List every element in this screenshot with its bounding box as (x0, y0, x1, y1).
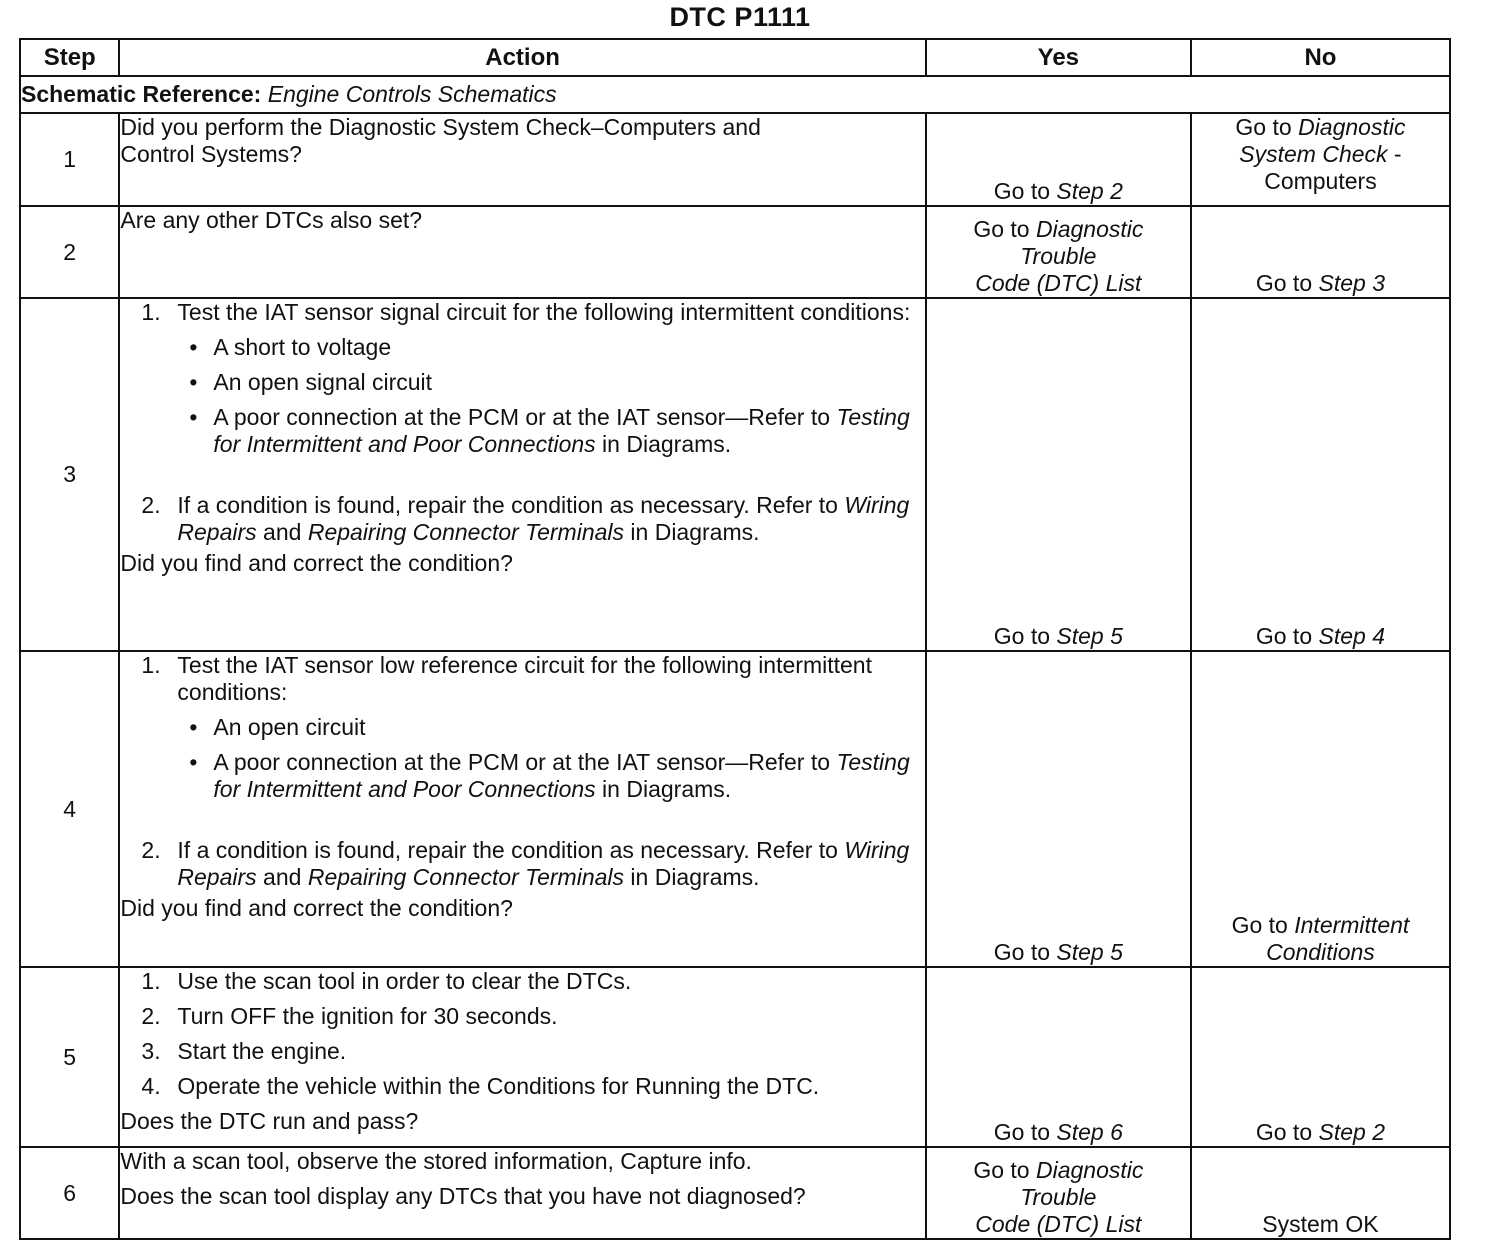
action-text: Are any other DTCs also set? (120, 207, 423, 233)
condition-list (177, 334, 924, 458)
condition-list (177, 714, 924, 803)
yes-cell (926, 113, 1191, 206)
header-action: Action (119, 39, 925, 76)
yes-link[interactable]: Step 6 (1056, 1119, 1123, 1145)
list-item: 2. If a condition is found, repair the condition as necessary. Refer to Wiring Repairs and Repairing Connector Terminals in Diagrams. (141, 837, 910, 890)
yes-prefix: Go to (973, 216, 1036, 242)
step-number: 2 (20, 206, 119, 298)
action-text: Did you perform the Diagnostic System Check–Computers and (120, 114, 761, 140)
yes-link[interactable]: Trouble (1020, 243, 1097, 269)
no-cell (1191, 113, 1450, 206)
reference-link[interactable]: Repairing Connector Terminals (307, 519, 625, 545)
list-item: • A poor connection at the PCM or at the IAT sensor—Refer to Testing for Intermittent and Poor Connections in Diagrams. (189, 749, 910, 802)
header-step: Step (20, 39, 119, 76)
yes-link[interactable]: Step 5 (1056, 623, 1123, 649)
no-cell (1191, 1147, 1450, 1239)
yes-cell (926, 967, 1191, 1147)
page-title: DTC P1111 (669, 2, 811, 32)
yes-prefix: Go to (993, 623, 1057, 649)
header-no: No (1191, 39, 1450, 76)
action-cell (119, 967, 925, 1147)
table-row (20, 298, 1450, 651)
reference-link[interactable]: Testing for Intermittent and Poor Connections (213, 749, 910, 802)
yes-link[interactable]: Step 2 (1056, 178, 1123, 204)
schematic-reference (20, 76, 1450, 113)
question-text: Does the scan tool display any DTCs that you have not diagnosed? (120, 1183, 806, 1209)
no-link[interactable]: Conditions (1266, 939, 1375, 965)
header-yes: Yes (926, 39, 1191, 76)
no-prefix: Go to (1231, 912, 1295, 938)
yes-cell (926, 298, 1191, 651)
yes-prefix: Go to (993, 939, 1057, 965)
no-suffix: - (1387, 141, 1402, 167)
question-text: Did you find and correct the condition? (120, 550, 513, 576)
yes-cell (926, 1147, 1191, 1239)
action-cell (119, 206, 925, 298)
no-prefix: Go to (1235, 114, 1299, 140)
list-item: 4. Operate the vehicle within the Conditions for Running the DTC. (141, 1073, 820, 1099)
reference-link[interactable]: Wiring Repairs (177, 837, 910, 890)
reference-link[interactable]: Testing for Intermittent and Poor Connections (213, 404, 910, 457)
no-link[interactable]: Step 3 (1318, 270, 1386, 296)
list-item: • An open circuit (189, 714, 366, 740)
action-cell (119, 651, 925, 967)
list-item: • A poor connection at the PCM or at the IAT sensor—Refer to Testing for Intermittent and Poor Connections in Diagrams. (189, 404, 910, 457)
no-cell (1191, 206, 1450, 298)
schematic-label: Schematic Reference: (21, 81, 262, 107)
header-row (20, 39, 1450, 76)
no-link[interactable]: Diagnostic (1298, 114, 1406, 140)
question-text: Did you find and correct the condition? (120, 895, 513, 921)
no-link[interactable]: System Check (1239, 141, 1388, 167)
schematic-link[interactable]: Engine Controls Schematics (267, 81, 557, 107)
yes-link[interactable]: Code (DTC) List (975, 270, 1142, 296)
table-row (20, 113, 1450, 206)
question-text: Does the DTC run and pass? (120, 1108, 419, 1134)
yes-prefix: Go to (993, 1119, 1057, 1145)
yes-link[interactable]: Code (DTC) List (975, 1211, 1142, 1237)
schematic-row (20, 76, 1450, 113)
yes-cell (926, 651, 1191, 967)
step-number: 4 (20, 651, 119, 967)
yes-link[interactable]: Diagnostic (1035, 216, 1144, 242)
yes-prefix: Go to (973, 1157, 1036, 1183)
action-text: Control Systems? (120, 141, 302, 167)
no-prefix: Go to (1255, 623, 1319, 649)
step-number: 5 (20, 967, 119, 1147)
action-cell (119, 113, 925, 206)
reference-link[interactable]: Wiring Repairs (177, 492, 910, 545)
no-link[interactable]: Intermittent (1294, 912, 1410, 938)
list-item: • A short to voltage (189, 334, 392, 360)
no-text: System OK (1262, 1211, 1379, 1237)
table-row (20, 206, 1450, 298)
table-row (20, 1147, 1450, 1239)
yes-link[interactable]: Step 5 (1056, 939, 1123, 965)
step-number: 6 (20, 1147, 119, 1239)
no-cell (1191, 298, 1450, 651)
list-item: 1. Test the IAT sensor signal circuit for the following intermittent conditions: • A short to voltage • An open signal circuit • A poor connection at the PCM or at the IAT sensor—Refer to Testing for Intermittent and Poor Connections in Diagrams. (177, 299, 924, 458)
yes-prefix: Go to (993, 178, 1057, 204)
list-item: 2. Turn OFF the ignition for 30 seconds. (141, 1003, 558, 1029)
table-row (20, 967, 1450, 1147)
action-steps (120, 652, 924, 891)
action-cell (119, 298, 925, 651)
no-cell (1191, 651, 1450, 967)
action-cell (119, 1147, 925, 1239)
no-text: Computers (1264, 168, 1377, 194)
reference-link[interactable]: Repairing Connector Terminals (307, 864, 625, 890)
action-steps (120, 299, 924, 546)
dtc-table (19, 38, 1451, 1240)
action-steps (120, 968, 924, 1100)
no-prefix: Go to (1255, 270, 1319, 296)
action-text: With a scan tool, observe the stored information, Capture info. (120, 1148, 752, 1174)
no-link[interactable]: Step 4 (1318, 623, 1386, 649)
no-link[interactable]: Step 2 (1318, 1119, 1386, 1145)
step-number: 1 (20, 113, 119, 206)
table-row (20, 651, 1450, 967)
step-number: 3 (20, 298, 119, 651)
list-item: 1. Test the IAT sensor low reference circuit for the following intermittent conditions: • An open circuit • A poor connection at the PCM or at the IAT sensor—Refer to Testing for Intermittent and Poor Connections in Diagrams. (177, 652, 924, 803)
list-item: • An open signal circuit (189, 369, 433, 395)
yes-link[interactable]: Diagnostic (1035, 1157, 1144, 1183)
list-item: 3. Start the engine. (141, 1038, 347, 1064)
no-cell (1191, 967, 1450, 1147)
list-item: 1. Use the scan tool in order to clear the DTCs. (141, 968, 632, 994)
list-item: 2. If a condition is found, repair the condition as necessary. Refer to Wiring Repairs and Repairing Connector Terminals in Diagrams. (141, 492, 910, 545)
no-prefix: Go to (1255, 1119, 1319, 1145)
yes-link[interactable]: Trouble (1020, 1184, 1097, 1210)
yes-cell (926, 206, 1191, 298)
